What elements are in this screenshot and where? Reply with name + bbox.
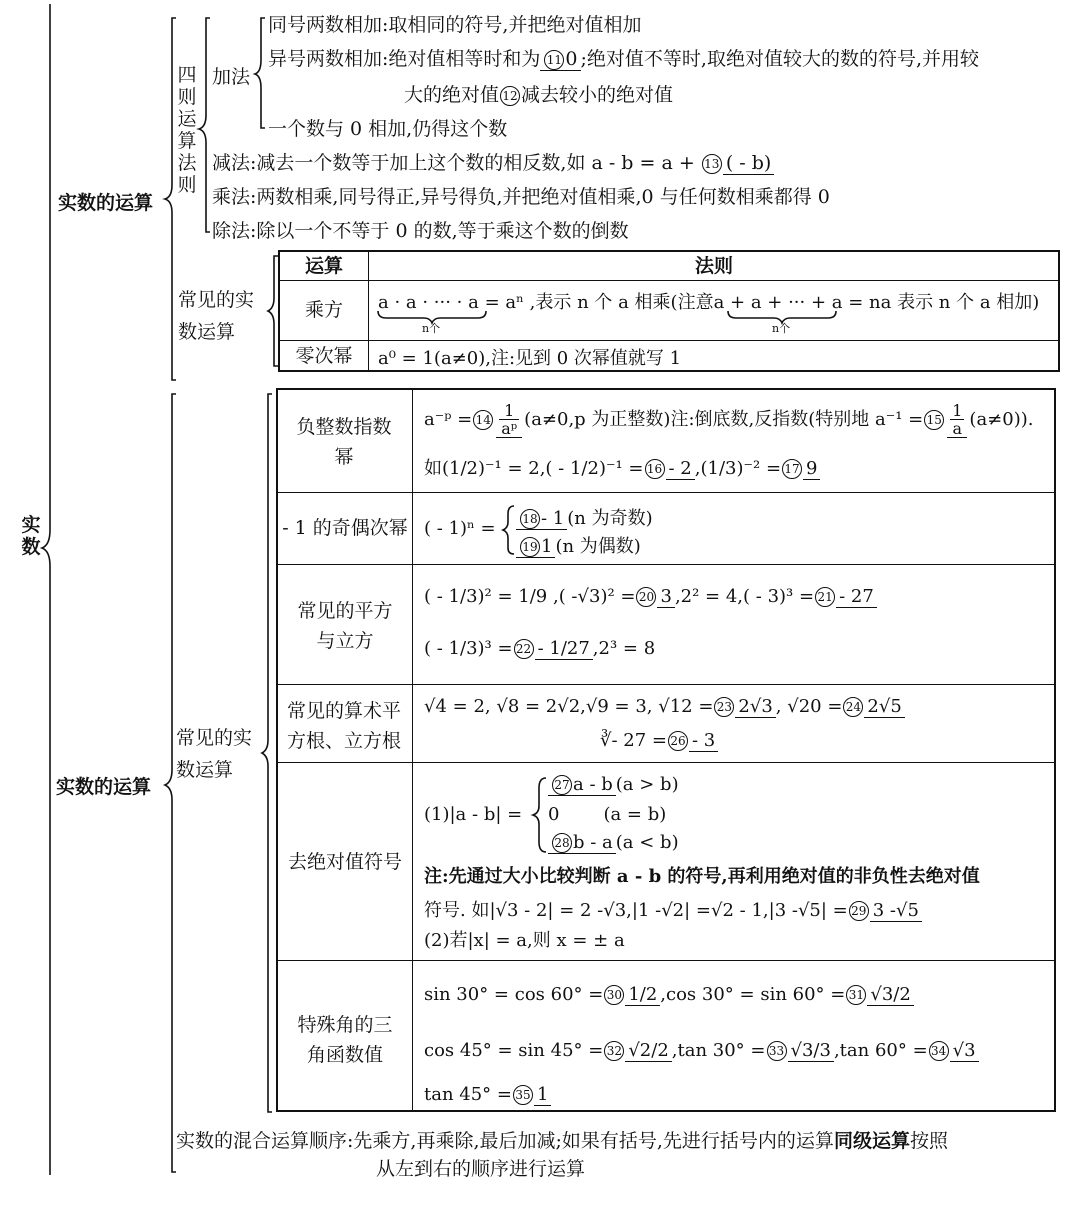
top-table-brace (268, 256, 278, 366)
trig-line-2: cos 45° = sin 45° = 32 √2/2 ,tan 30° = 33 √3/3 ,tan 60° = 34 √3 (424, 1040, 979, 1061)
header-rule: 法则 (694, 255, 733, 277)
trig-line-3: tan 45° = 35 1 (424, 1084, 551, 1105)
top-common-label: 常见的实数运算 (178, 289, 255, 343)
trig-line-1: sin 30° = cos 60° = 30 1/2 ,cos 30° = sin 60° = 31 √3/2 (424, 984, 914, 1005)
four-rules-brace (199, 18, 210, 232)
multiplication-rule: 乘法:两数相乘,同号得正,异号得负,并把绝对值相乘,0 与任何数相乘都得 0 (212, 186, 830, 208)
power-rule: a · a · ··· · a = aⁿ ,表示 n 个 a 相乘(注意a + a + ··· + a = na 表示 n 个 a 相加) (378, 292, 1040, 313)
neg-exp-line-2: 如(1/2)⁻¹ = 2,( - 1/2)⁻¹ = 16 - 2 ,(1/3)⁻² = 17 9 (424, 454, 820, 480)
addition-rule-2: 异号两数相加:绝对值相等时和为 11 0 ;绝对值不等时,取绝对值较大的数的符号,并用较 (268, 48, 979, 70)
odd-case: 18 - 1 (n 为奇数) (516, 504, 653, 530)
addition-rule-1: 同号两数相加:取相同的符号,并把绝对值相加 (268, 14, 642, 36)
bottom-common-label: 常见的实数运算 (176, 727, 253, 781)
sq-cube-label: 常见的平方与立方 (297, 600, 393, 652)
abs-label: 去绝对值符号 (287, 851, 402, 873)
subtraction-rule: 减法:减去一个数等于加上这个数的相反数,如 a - b = a + 13 ( - b) (212, 148, 774, 175)
roots-line-2: ∛- 27 = 26 - 3 (600, 730, 718, 751)
even-case: 19 1 (n 为偶数) (516, 532, 641, 558)
neg-exp-line-1: a⁻ᵖ = 14 $\frac{1}{\text{aᵖ}}$ (a≠0,p 为正整数)注:倒底数,反指数(特别地 a⁻¹ = 15 $\frac{1}{a}$ (a≠0)). (424, 401, 1034, 438)
mixed-order-line-2: 从左到右的顺序进行运算 (376, 1158, 586, 1180)
abs-case-1: 27 a - b (a > b) (548, 774, 679, 795)
header-operation: 运算 (304, 255, 343, 277)
sq-line-2: ( - 1/3)³ = 22 - 1/27 ,2³ = 8 (424, 638, 656, 659)
abs-rule-2: (2)若|x| = a,则 x = ± a (424, 930, 625, 951)
roots-label: 常见的算术平方根、立方根 (286, 700, 401, 752)
roots-line-1: √4 = 2, √8 = 2√2,√9 = 3, √12 = 23 2√3 , √20 = 24 2√5 (424, 696, 905, 717)
odd-even-lhs: ( - 1)ⁿ = (424, 518, 496, 539)
bottom-section-title: 实数的运算 (56, 776, 152, 798)
top-section-title: 实数的运算 (58, 192, 154, 214)
n-count-1: n个 (422, 322, 441, 335)
addition-brace (255, 18, 265, 128)
bottom-brace (165, 394, 176, 1172)
zero-power-rule: a⁰ = 1(a≠0),注:见到 0 次幂值就写 1 (378, 348, 682, 369)
n-count-2: n个 (772, 322, 791, 335)
root-brace (42, 4, 50, 1175)
power-label: 乘方 (304, 299, 343, 321)
mixed-order-line-1: 实数的混合运算顺序:先乘方,再乘除,最后加减;如果有括号,先进行括号内的运算同级运算按照 (176, 1130, 948, 1152)
odd-even-label: - 1 的奇偶次幂 (282, 517, 408, 539)
addition-label: 加法 (212, 66, 251, 88)
root-label: 实数 (21, 514, 41, 558)
addition-rule-2-cont: 大的绝对值 12 减去较小的绝对值 (404, 84, 674, 106)
zero-power-label: 零次幂 (295, 345, 353, 367)
addition-rule-3: 一个数与 0 相加,仍得这个数 (268, 118, 508, 140)
division-rule: 除法:除以一个不等于 0 的数,等于乘这个数的倒数 (212, 220, 629, 242)
neg-exp-label: 负整数指数幂 (296, 416, 392, 468)
abs-lhs: (1)|a - b| = (424, 804, 523, 825)
abs-case-2: 0 (a = b) (548, 804, 667, 825)
top-brace (165, 18, 176, 380)
four-rules-label: 四则运算法则 (177, 64, 197, 196)
sq-line-1: ( - 1/3)² = 1/9 ,( -√3)² = 20 3 ,2² = 4,( - 3)³ = 21 - 27 (424, 586, 877, 607)
abs-case-3: 28 b - a (a < b) (548, 832, 679, 853)
abs-note-1: 注:先通过大小比较判断 a - b 的符号,再利用绝对值的非负性去绝对值 (424, 866, 980, 887)
abs-note-2: 符号. 如|√3 - 2| = 2 -√3,|1 -√2| =√2 - 1,|3 -√5| = 29 3 -√5 (424, 896, 922, 922)
trig-label: 特殊角的三角函数值 (297, 1014, 393, 1066)
